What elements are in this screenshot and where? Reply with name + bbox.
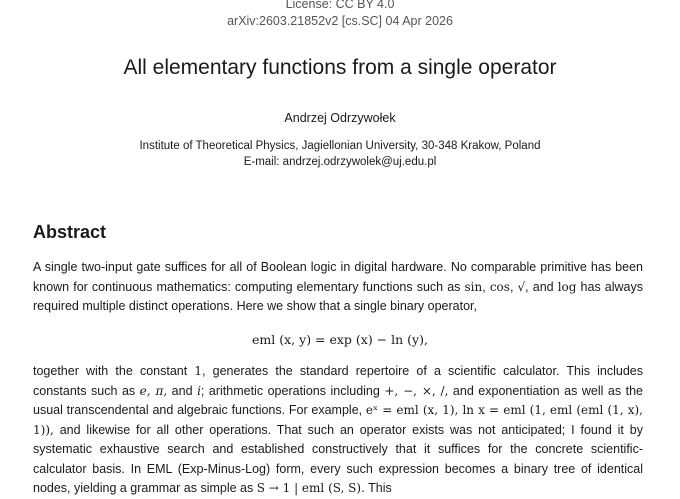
abstract-text: , generates the standard repertoire of a scientific calculator. This includes constants such as xyxy=(33,364,643,398)
abstract-text: , and xyxy=(525,279,558,294)
math-constants: e, π, xyxy=(139,383,168,398)
abstract-text: and xyxy=(167,383,198,398)
arxiv-identifier[interactable]: arXiv:2603.21852v2 [cs.SC] 04 Apr 2026 xyxy=(227,14,453,28)
abstract-paragraph-1 xyxy=(33,258,643,317)
abstract-text: A single two-input gate suffices for all of Boolean logic in digital hardware. No comparable primitive has been known for continuous mathematics: computing elementary functions such as xyxy=(33,260,643,294)
author-email[interactable]: E-mail: andrzej.odrzywolek@uj.edu.pl xyxy=(243,156,437,168)
math-example: eˣ = eml (x, 1), ln x = eml (1, eml (eml (1, x), 1)), xyxy=(33,403,644,437)
math-i: i xyxy=(197,383,201,398)
abstract-text: This xyxy=(364,481,392,495)
abstract-text: , xyxy=(482,279,490,294)
abstract-text: together with the constant xyxy=(33,364,195,378)
math-sin: sin xyxy=(464,279,483,294)
eml-equation: eml (x, y) = exp (x) − ln (y), xyxy=(252,332,428,347)
abstract-text: has always required multiple distinct operations. Here we show that a single binary operator, xyxy=(33,279,644,313)
abstract-text: ; arithmetic operations including xyxy=(200,383,385,398)
abstract-text: and exponentiation as well as the usual transcendental and algebraic functions. For example, xyxy=(33,383,644,417)
math-cos: cos xyxy=(489,279,510,294)
math-grammar: S → 1 | eml (S, S). xyxy=(256,481,365,495)
math-one: 1 xyxy=(194,364,202,378)
abstract-heading: Abstract xyxy=(33,222,107,242)
abstract-paragraph-2 xyxy=(33,362,643,499)
paper-title: All elementary functions from a single operator xyxy=(123,56,557,79)
author-affiliation: Institute of Theoretical Physics, Jagiellonian University, 30-348 Krakow, Poland xyxy=(139,140,541,152)
abstract-text: , xyxy=(509,279,518,294)
license-line: License: CC BY 4.0 xyxy=(285,0,395,11)
abstract-text: and likewise for all other operations. That such an operator exists was not anticipated; I found it by systematic exhaustive search and established constructively that it suffices for the concrete scientific-calculator basis. In EML (Exp-Minus-Log) form, every such expression becomes a binary tree of identical nodes, yielding a grammar as simple as xyxy=(33,422,643,495)
author-name: Andrzej Odrzywołek xyxy=(284,111,396,125)
math-operators: +, −, ×, /, xyxy=(384,383,449,398)
math-log: log xyxy=(557,279,577,294)
math-sqrt: √ xyxy=(517,279,526,294)
